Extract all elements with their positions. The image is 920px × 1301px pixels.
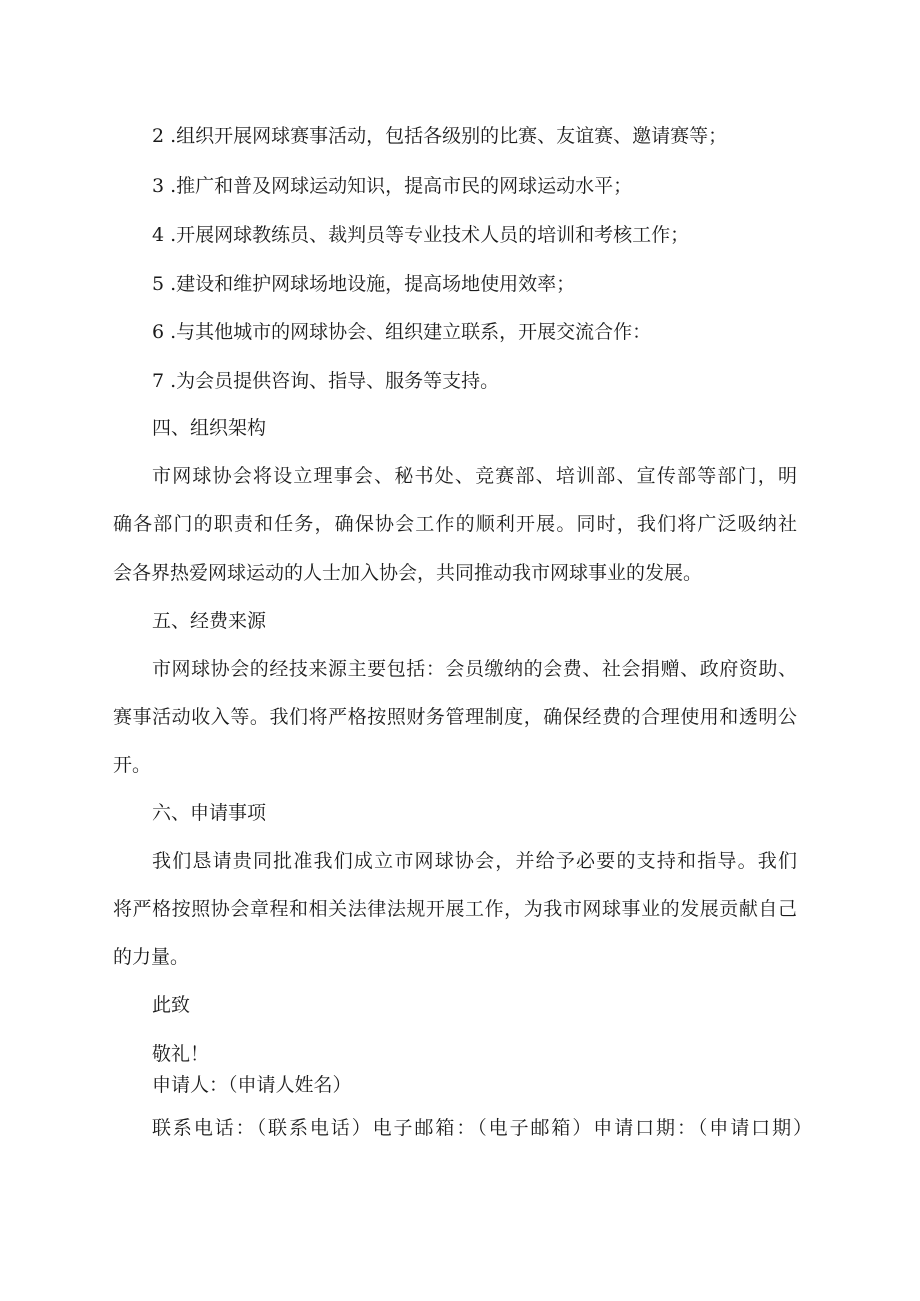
duty-item-2: 2 .组织开展网球赛事活动，包括各级别的比赛、友谊赛、邀请赛等； [152, 125, 728, 147]
duty-item-6: 6 .与其他城市的网球协会、组织建立联系，开展交流合作： [152, 321, 652, 343]
closing-salutation: 此致 [152, 994, 191, 1016]
section6-line-2: 将严格按照协会章程和相关法律法规开展工作，为我市网球事业的发展贡献自己 [113, 898, 797, 920]
section-heading-application: 六、申请事项 [152, 802, 267, 824]
duty-item-4: 4 .开展网球教练员、裁判员等专业技术人员的培训和考核工作； [152, 224, 690, 246]
section-heading-organization: 四、组织架构 [152, 417, 267, 439]
section6-line-3: 的力量。 [113, 946, 190, 968]
duty-item-3: 3 .推广和普及网球运动知识，提高市民的网球运动水平； [152, 175, 633, 197]
duty-item-7: 7 .为会员提供咨询、指导、服务等支持。 [152, 370, 500, 392]
section6-line-1: 我们恳请贵同批准我们成立市网球协会，并给予必要的支持和指导。我们 [152, 850, 797, 872]
section-heading-funding: 五、经费来源 [152, 610, 267, 632]
section4-line-2: 确各部门的职责和任务，确保协会工作的顺利开展。同时，我们将广泛吸纳社 [113, 513, 797, 535]
applicant-name: 申请人：（申请人姓名） [152, 1074, 352, 1096]
contact-info: 联系电话：（联系电话）电子邮箱：（电子邮箱）申请口期：（申请口期） [152, 1117, 812, 1139]
section4-line-1: 市网球协会将设立理事会、秘书处、竞赛部、培训部、宣传部等部门，明 [152, 465, 797, 487]
section5-line-2: 赛事活动收入等。我们将严格按照财务管理制度，确保经费的合理使用和透明公 [113, 706, 797, 728]
duty-item-5: 5 .建设和维护网球场地设施，提高场地使用效率； [152, 273, 576, 295]
section4-line-3: 会各界热爱网球运动的人士加入协会，共同推动我市网球事业的发展。 [113, 562, 703, 584]
section5-line-3: 开。 [113, 754, 152, 776]
closing-respect: 敬礼！ [152, 1043, 210, 1065]
section5-line-1: 市网球协会的经技来源主要包括：会员缴纳的会费、社会捐赠、政府资助、 [152, 658, 797, 680]
